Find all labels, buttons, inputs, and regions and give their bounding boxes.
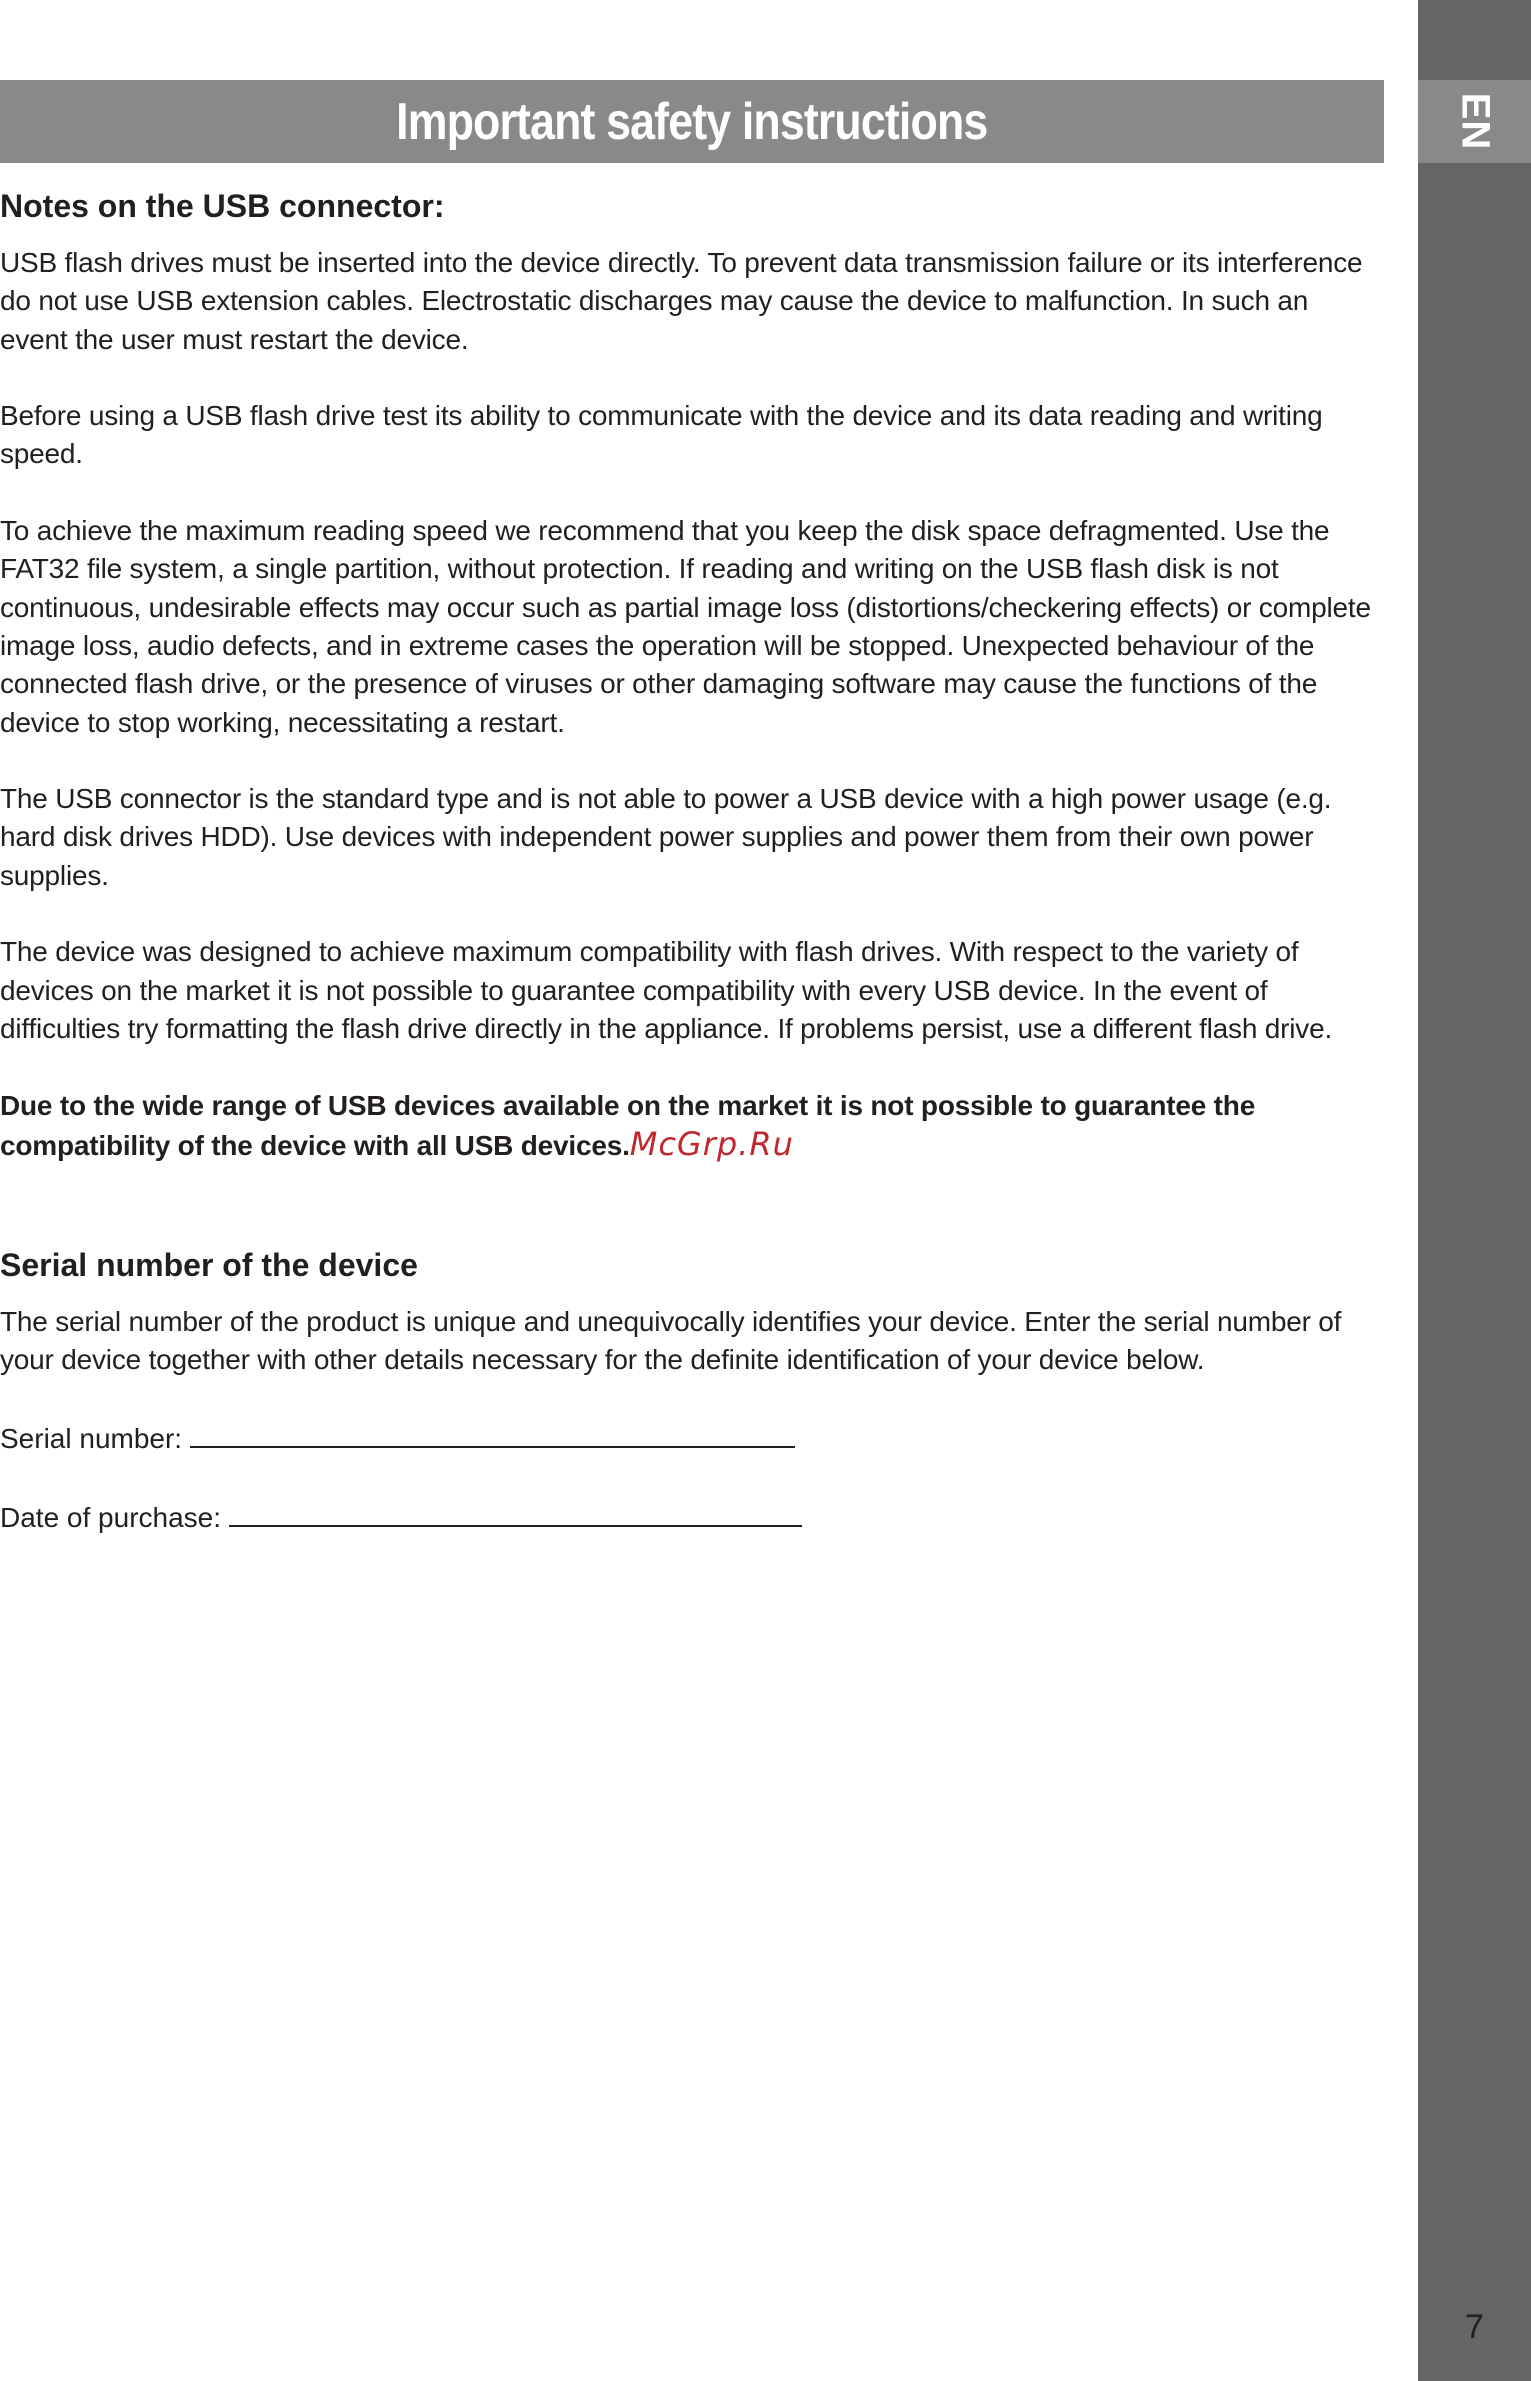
usb-paragraph-4: The USB connector is the standard type and is not able to power a USB device with a high power usage (e.g. hard disk drives HDD). Use devices with independent power supplies and power them from their own power supplies. <box>0 783 1332 891</box>
usb-paragraph-3: To achieve the maximum reading speed we recommend that you keep the disk space defragmented. Use the FAT32 file system, a single partition, without protection. If reading and writing on the USB flash disk is not continuous, undesirable effects may occur such as partial image loss (distortions/checkering effects) or complete image loss, audio defects, and in extreme cases the operation will be stopped. Unexpected behaviour of the connected flash drive, or the presence of viruses or other damaging software may cause the functions of the device to stop working, necessitating a restart. <box>0 515 1371 738</box>
page-number: 7 <box>1465 2308 1484 2346</box>
language-tab <box>1418 80 1531 163</box>
usb-paragraph-5: The device was designed to achieve maximum compatibility with flash drives. With respect to the variety of devices on the market it is not possible to guarantee compatibility with every USB device. In the event of difficulties try formatting the flash drive directly in the appliance. If problems persist, use a different flash drive. <box>0 936 1333 1044</box>
serial-paragraph: The serial number of the product is unique and unequivocally identifies your device. Enter the serial number of your device together with other details necessary for the definite identification of your device below. <box>0 1306 1342 1376</box>
serial-number-label: Serial number: <box>0 1423 183 1455</box>
usb-paragraph-2: Before using a USB flash drive test its ability to communicate with the device and its data reading and writing speed. <box>0 400 1323 470</box>
usb-compatibility-note <box>0 1087 1380 1166</box>
usb-compatibility-note-text: Due to the wide range of USB devices available on the market it is not possible to guarantee the compatibility of the device with all USB devices. <box>0 1089 1256 1161</box>
date-of-purchase-label: Date of purchase: <box>0 1501 222 1533</box>
usb-paragraph-1: USB flash drives must be inserted into the device directly. To prevent data transmission failure or its interference do not use USB extension cables. Electrostatic discharges may cause the device to malfunction. In such an event the user must restart the device. <box>0 247 1363 355</box>
usb-section-heading: Notes on the USB connector: <box>0 188 445 224</box>
entry-fields <box>0 1418 1380 1537</box>
language-label: EN <box>1452 92 1497 151</box>
watermark: McGrp.Ru <box>629 1124 794 1163</box>
page-title: Important safety instructions <box>396 92 988 151</box>
serial-section-heading: Serial number of the device <box>0 1247 418 1284</box>
date-of-purchase-row <box>0 1497 1380 1537</box>
page-content <box>0 184 1380 1537</box>
side-strip <box>1418 0 1531 2381</box>
serial-number-row <box>0 1418 1380 1458</box>
title-bar <box>0 80 1384 163</box>
date-of-purchase-blank[interactable] <box>229 1497 802 1527</box>
serial-number-blank[interactable] <box>190 1418 795 1448</box>
